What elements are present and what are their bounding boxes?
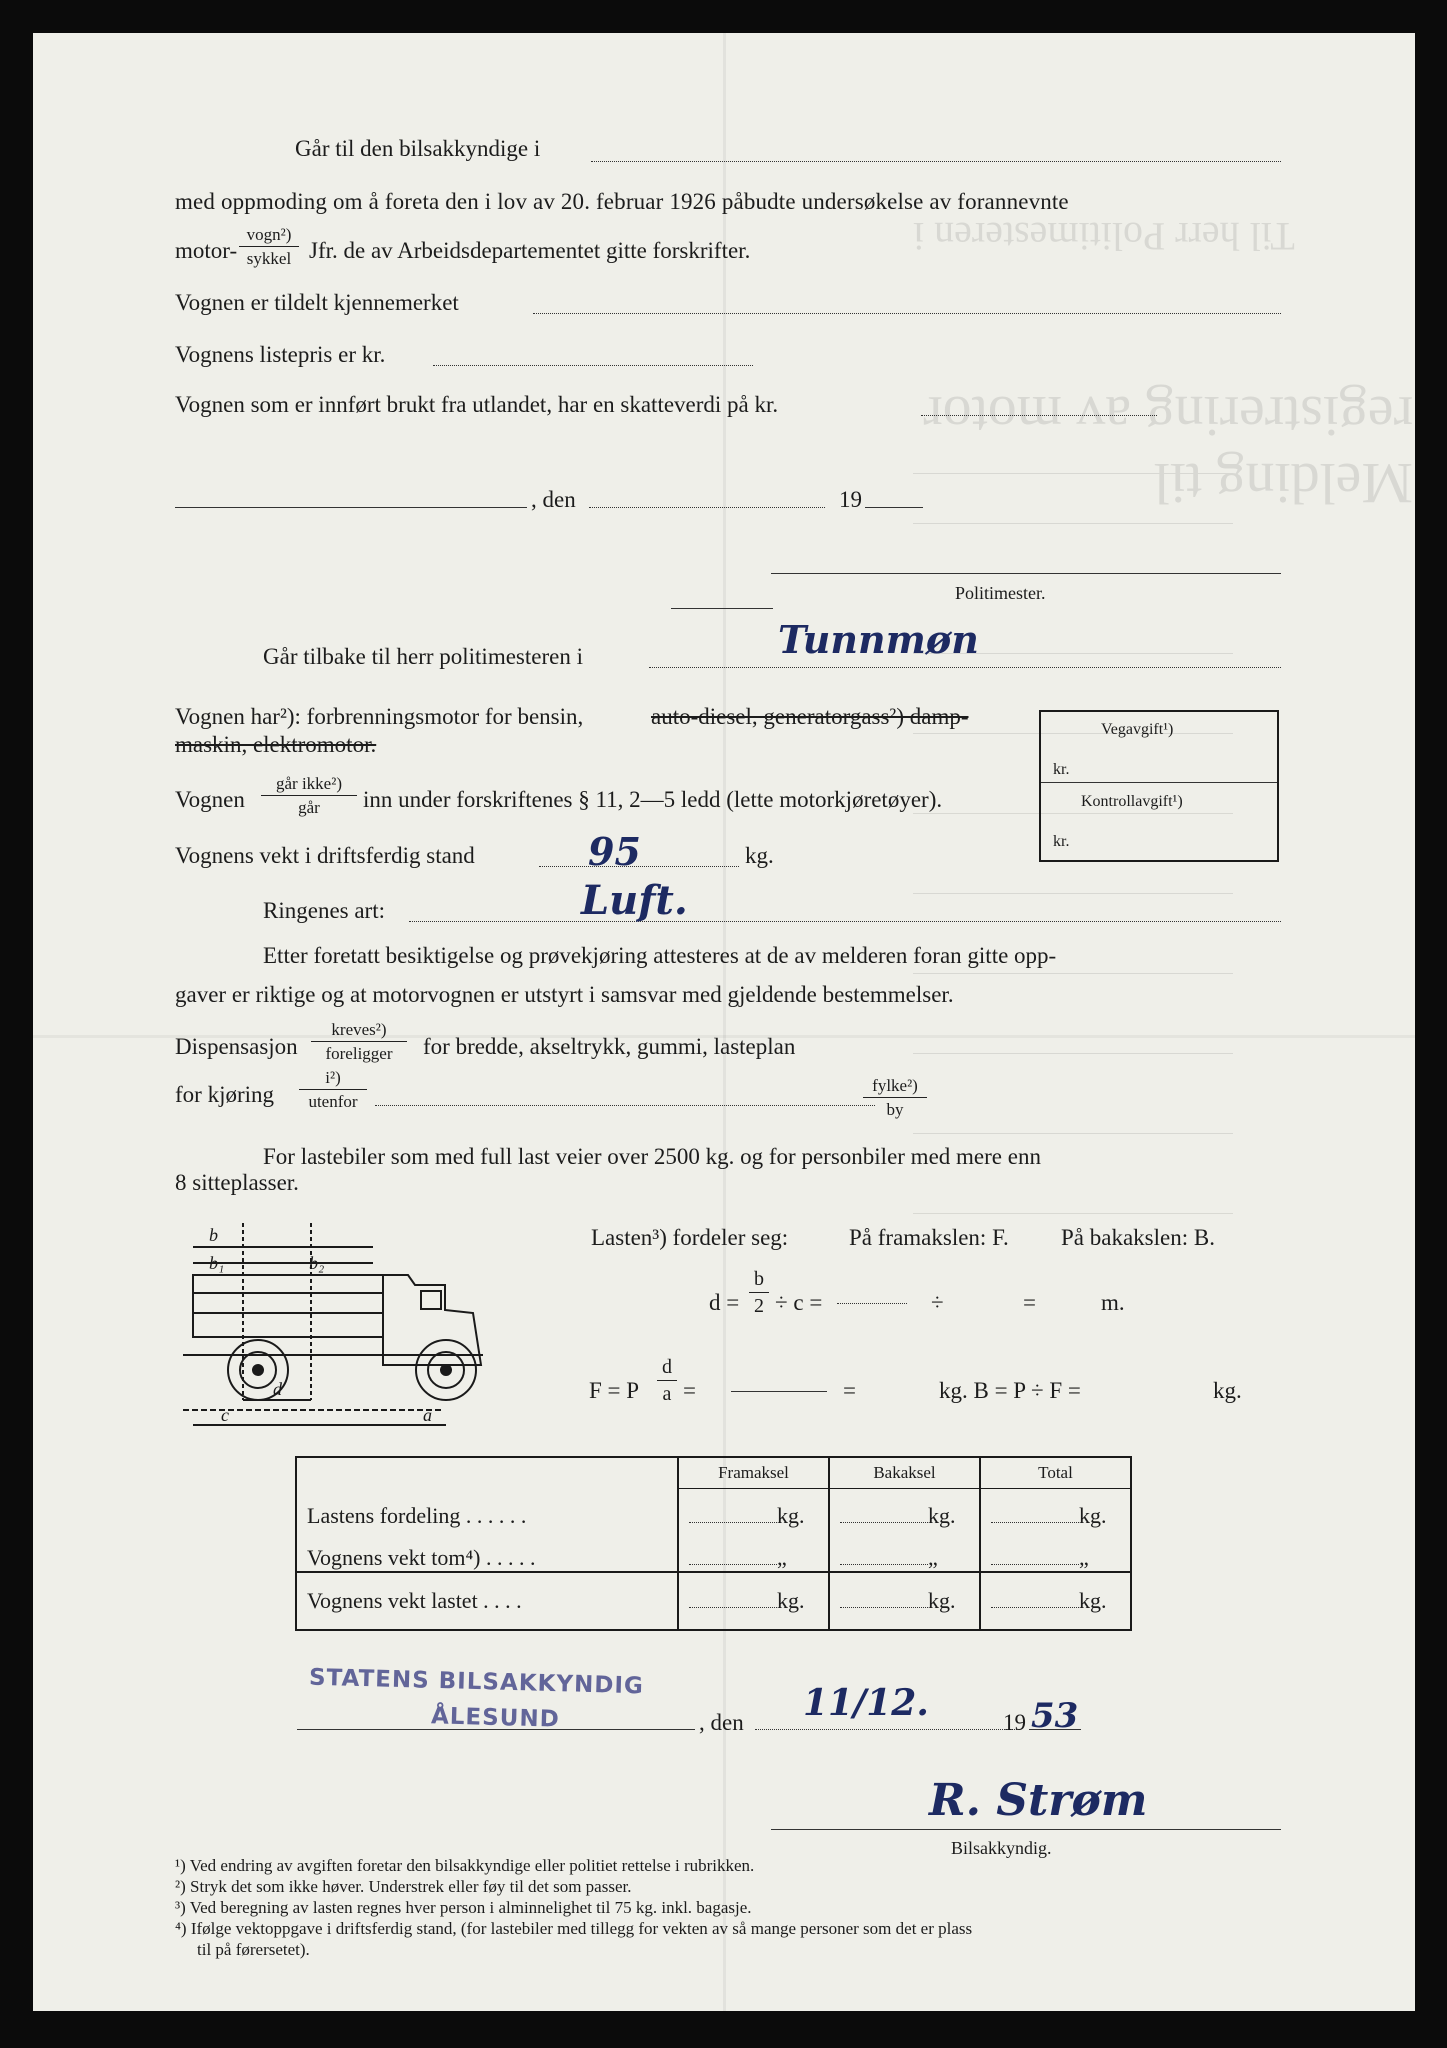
- framaksel-label: På framakslen: F.: [849, 1225, 1009, 1250]
- motor-frac-top: vogn²): [246, 225, 292, 244]
- frac-bar: [261, 795, 357, 796]
- cell-unit: kg.: [928, 1503, 956, 1528]
- kjoring-frac-bottom: utenfor: [308, 1092, 358, 1111]
- table-cell[interactable]: [678, 1572, 829, 1630]
- frac-bar: [299, 1089, 367, 1090]
- fylke-fraction: [863, 1077, 927, 1118]
- footnote-text: Ved endring av avgiften foretar den bilsakkyndige eller politiet rettelse i rubrikken.: [189, 1856, 755, 1875]
- d-formula-div: ÷: [931, 1290, 944, 1315]
- signature-line: [771, 1829, 1281, 1830]
- diagram-label-b: b: [209, 1225, 218, 1245]
- table-cell[interactable]: [678, 1489, 829, 1530]
- d-frac-bottom: 2: [754, 1295, 764, 1317]
- year-prefix: 19: [839, 487, 862, 512]
- footnote-4-cont: [197, 1941, 310, 1958]
- table-cell[interactable]: [980, 1529, 1131, 1572]
- sig-year-prefix: 19: [1003, 1710, 1026, 1735]
- cell-value-line[interactable]: [840, 1589, 928, 1608]
- listepris-field[interactable]: [433, 365, 753, 366]
- f-frac-bottom: a: [662, 1383, 672, 1405]
- truck-bed: [193, 1275, 383, 1337]
- diagram-label-a: a: [423, 1405, 432, 1425]
- motor-fraction: [239, 226, 299, 267]
- d-formula-eq: =: [1023, 1290, 1036, 1315]
- frac-bar: [311, 1041, 407, 1042]
- cell-value-line[interactable]: [991, 1546, 1079, 1565]
- kontrollavgift-label: Kontrollavgift¹): [1081, 793, 1183, 810]
- table-header-empty: [296, 1457, 678, 1489]
- kontrollavgift-kr: kr.: [1053, 833, 1070, 850]
- kjennemerke-label: Vognen er tildelt kjennemerket: [175, 290, 459, 315]
- listepris-label: Vognens listepris er kr.: [175, 342, 386, 367]
- place-field[interactable]: [175, 507, 527, 508]
- b-kg-unit: kg.: [1213, 1378, 1242, 1403]
- bilsakkyndig-label: Bilsakkyndig.: [951, 1838, 1052, 1858]
- attest-line-2: gaver er riktige og at motorvognen er utstyrt i samsvar med gjeldende bestemmelser.: [175, 982, 954, 1007]
- den-label: , den: [531, 487, 576, 512]
- vegavgift-kr: kr.: [1053, 761, 1070, 778]
- row-label: Vognens vekt tom⁴) . . . . .: [307, 1545, 536, 1570]
- cell-unit: „: [928, 1545, 938, 1570]
- f-fraction-field[interactable]: [731, 1391, 827, 1392]
- table-row: [296, 1572, 1131, 1630]
- motor-frac-bottom: sykkel: [246, 249, 292, 268]
- stamp-line-2: ÅLESUND: [430, 1703, 561, 1733]
- bleed-line: [913, 523, 1233, 524]
- vekt-unit: kg.: [745, 843, 774, 868]
- lasten-label: Lasten³) fordeler seg:: [591, 1225, 789, 1250]
- truck-cab: [383, 1275, 481, 1365]
- footnote-mark: ¹): [175, 1856, 186, 1875]
- har-prefix: Vognen har²): forbrenningsmotor for bensin,: [175, 704, 584, 729]
- skatteverdi-field[interactable]: [921, 415, 1157, 416]
- footnote-text: Ifølge vektoppgave i driftsferdig stand, (for lastebiler med tillegg for vekten av så mange personer som det er plass: [190, 1919, 973, 1938]
- handwritten-place: Tunnmøn: [778, 617, 979, 662]
- cell-value-line[interactable]: [991, 1504, 1079, 1523]
- vekt-label: Vognens vekt i driftsferdig stand: [175, 843, 475, 868]
- table-cell[interactable]: [980, 1489, 1131, 1530]
- gar-frac-top: går ikke²): [276, 774, 342, 793]
- diagram-label-b2: b₂: [309, 1253, 325, 1273]
- footnote-mark: ³): [175, 1898, 186, 1917]
- f-eq-1: =: [683, 1378, 696, 1403]
- rear-wheel-axle: [253, 1365, 263, 1375]
- cell-value-line[interactable]: [840, 1504, 928, 1523]
- fylke-field[interactable]: [375, 1105, 875, 1106]
- bleed-line: [913, 973, 1233, 974]
- cell-value-line[interactable]: [689, 1504, 777, 1523]
- gar-frac-bottom: går: [298, 798, 320, 817]
- footnote-4: [175, 1920, 972, 1937]
- load-distribution-table: [295, 1456, 1132, 1631]
- d-formula-lhs: d =: [709, 1290, 740, 1315]
- handwritten-vekt: 95: [588, 829, 641, 874]
- motor-suffix: Jfr. de av Arbeidsdepartementet gitte forskrifter.: [309, 238, 751, 263]
- f-formula: F = P: [589, 1378, 640, 1403]
- footnote-text: Stryk det som ikke høver. Understrek eller føy til det som passer.: [190, 1877, 632, 1896]
- gar-suffix: inn under forskriftenes § 11, 2—5 ledd (lette motorkjøretøyer).: [363, 787, 943, 812]
- sig-date-field[interactable]: [755, 1729, 1017, 1730]
- divider: [671, 608, 773, 609]
- f-frac-top: d: [662, 1356, 672, 1378]
- bleed-line: [913, 893, 1233, 894]
- bleed-line: [913, 1133, 1233, 1134]
- col-bakaksel: Bakaksel: [829, 1457, 980, 1489]
- disp-frac-bottom: foreligger: [325, 1044, 393, 1063]
- cell-unit: „: [1079, 1545, 1089, 1570]
- handwritten-ringer: Luft.: [581, 877, 688, 924]
- fee-box-divider: [1041, 782, 1277, 783]
- fylke-frac-top: fylke²): [872, 1076, 918, 1095]
- handwritten-year: 53: [1031, 1696, 1079, 1736]
- document-page: [33, 33, 1415, 2011]
- d-field-1[interactable]: [837, 1303, 907, 1304]
- lastebil-line-1: For lastebiler som med full last veier over 2500 kg. og for personbiler med mere enn: [263, 1144, 1041, 1169]
- table-header-row: [296, 1457, 1131, 1489]
- handwritten-date: 11/12.: [803, 1682, 929, 1724]
- row-label: Vognens vekt lastet . . . .: [296, 1572, 678, 1630]
- diagram-label-c: c: [221, 1405, 229, 1425]
- diagram-label-d: d: [273, 1379, 282, 1399]
- row-label: Lastens fordeling . . . . . .: [307, 1503, 527, 1528]
- cell-unit: kg.: [928, 1588, 956, 1613]
- table-cell[interactable]: [829, 1529, 980, 1572]
- cell-unit: kg.: [777, 1503, 805, 1528]
- return-label: Går tilbake til herr politimesteren i: [263, 644, 583, 669]
- stamp-line-1: STATENS BILSAKKYNDIG: [308, 1664, 645, 1700]
- lastebil-line-2: 8 sitteplasser.: [175, 1170, 299, 1195]
- bleed-line: [913, 1213, 1233, 1214]
- stamp-place-line: [297, 1729, 695, 1730]
- frac-bar: [749, 1292, 769, 1293]
- table-row: [296, 1489, 1131, 1530]
- diagram-label-b1: b₁: [209, 1253, 225, 1273]
- kjoring-prefix: for kjøring: [175, 1082, 275, 1107]
- disp-prefix: Dispensasjon: [175, 1034, 298, 1059]
- sig-den-label: , den: [699, 1710, 744, 1735]
- politimester-signature-line: [771, 573, 1281, 574]
- bleed-line: [913, 473, 1233, 474]
- d-frac-top: b: [754, 1268, 764, 1290]
- frac-bar: [657, 1380, 677, 1381]
- truck-window: [421, 1291, 441, 1309]
- line-1-prefix: Går til den bilsakkyndige i: [295, 136, 541, 161]
- d-fraction: [749, 1269, 769, 1316]
- table-cell[interactable]: [678, 1529, 829, 1572]
- bleed-through-text: Til herr Politimesteren i: [913, 214, 1295, 259]
- return-place-field[interactable]: [649, 667, 1281, 668]
- unit-m: m.: [1101, 1290, 1125, 1315]
- kjennemerke-field[interactable]: [533, 313, 1281, 314]
- f-fraction: [657, 1357, 677, 1404]
- skatteverdi-label: Vognen som er innført brukt fra utlandet, har en skatteverdi på kr.: [175, 392, 779, 417]
- table-row: [296, 1529, 1131, 1572]
- cell-unit: „: [777, 1545, 787, 1570]
- footnote-mark: ⁴): [175, 1919, 187, 1938]
- attest-line-1: Etter foretatt besiktigelse og prøvekjøring attesteres at de av melderen foran gitte opp-: [263, 943, 1057, 968]
- bakaksel-label: På bakakslen: B.: [1061, 1225, 1215, 1250]
- footnote-2: [175, 1878, 631, 1895]
- cell-value-line[interactable]: [991, 1589, 1079, 1608]
- footnote-text: til på førersetet).: [197, 1940, 310, 1959]
- politimester-label: Politimester.: [955, 583, 1046, 603]
- kjoring-fraction: [299, 1069, 367, 1110]
- struck-text-2: maskin, elektromotor.: [175, 732, 377, 757]
- frac-bar: [863, 1097, 927, 1098]
- front-wheel-axle: [441, 1365, 451, 1375]
- handwritten-signature: R. Strøm: [929, 1775, 1148, 1826]
- footnote-mark: ²): [175, 1877, 186, 1896]
- cell-value-line[interactable]: [689, 1546, 777, 1565]
- cell-value-line[interactable]: [689, 1589, 777, 1608]
- kjoring-frac-top: i²): [325, 1068, 341, 1087]
- col-framaksel: Framaksel: [678, 1457, 829, 1489]
- bleed-through-heading: Melding til registrering av motor: [923, 384, 1413, 516]
- table-cell[interactable]: [829, 1572, 980, 1630]
- disp-fraction: [311, 1021, 407, 1062]
- ringer-field[interactable]: [409, 921, 1281, 922]
- footnote-text: Ved beregning av lasten regnes hver person i alminnelighet til 75 kg. inkl. bagasje.: [189, 1898, 752, 1917]
- footnote-1: [175, 1857, 754, 1874]
- cell-unit: kg.: [1079, 1503, 1107, 1528]
- motor-prefix: motor-: [175, 238, 238, 263]
- cell-unit: kg.: [1079, 1588, 1107, 1613]
- d-formula-rest: ÷ c =: [775, 1290, 823, 1315]
- gar-prefix: Vognen: [175, 787, 245, 812]
- bleed-line: [913, 1053, 1233, 1054]
- fee-box: [1039, 710, 1279, 862]
- vegavgift-label: Vegavgift¹): [1101, 721, 1174, 738]
- ringer-label: Ringenes art:: [263, 898, 385, 923]
- year-field[interactable]: [865, 507, 923, 508]
- table-cell[interactable]: [829, 1489, 980, 1530]
- f-eq-2: =: [843, 1378, 856, 1403]
- line-2: med oppmoding om å foreta den i lov av 20. februar 1926 påbudte undersøkelse av forannevnte: [175, 189, 1069, 214]
- cell-value-line[interactable]: [840, 1546, 928, 1565]
- gar-fraction: [261, 775, 357, 816]
- disp-suffix: for bredde, akseltrykk, gummi, lasteplan: [423, 1034, 796, 1059]
- cell-unit: kg.: [777, 1588, 805, 1613]
- bilsakkyndig-place-field[interactable]: [591, 161, 1281, 162]
- frac-bar: [239, 246, 299, 247]
- truck-diagram: [183, 1205, 601, 1443]
- table-cell[interactable]: [980, 1572, 1131, 1630]
- col-total: Total: [980, 1457, 1131, 1489]
- fylke-frac-bottom: by: [886, 1100, 904, 1119]
- disp-frac-top: kreves²): [331, 1020, 387, 1039]
- footnote-3: [175, 1899, 752, 1916]
- struck-text-1: auto-diesel, generatorgass²) damp-: [651, 704, 969, 729]
- date-field[interactable]: [589, 507, 825, 508]
- f-kg-b: kg. B = P ÷ F =: [939, 1378, 1081, 1403]
